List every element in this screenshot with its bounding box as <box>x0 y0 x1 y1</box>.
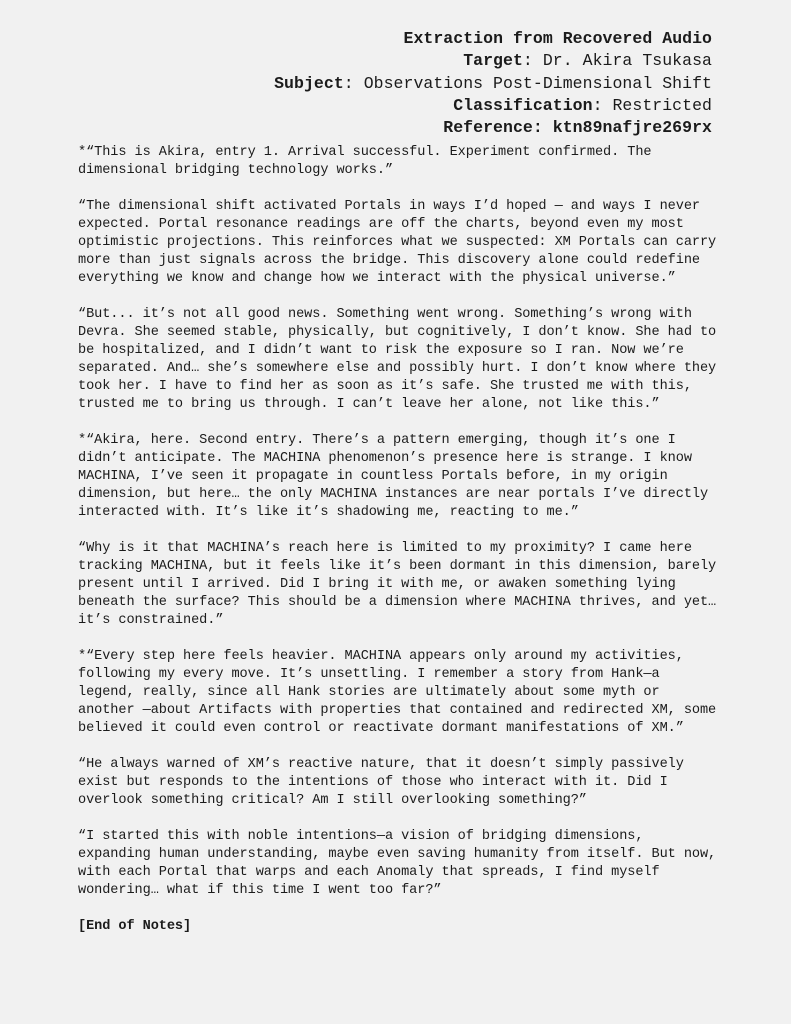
reference-label: Reference: <box>443 118 543 138</box>
reference-line <box>274 117 712 139</box>
paragraph-dimensional-shift: “The dimensional shift activated Portals in ways I’d hoped — and ways I never expected. Portal resonance readings are off the charts, beyond even my most optimistic projections. This reinforces what we suspected: XM Portals can carry more than just signals across the bridge. This discovery alone could redefine everything we know and change how we interact with the physical universe.” <box>78 199 717 286</box>
target-line: Target: Dr. Akira Tsukasa <box>463 51 712 71</box>
document-header <box>274 28 712 139</box>
document-title: Extraction from Recovered Audio <box>403 29 712 48</box>
classification-value: Restricted <box>612 95 712 115</box>
paragraph-machina-reach: “Why is it that MACHINA’s reach here is limited to my proximity? I came here tracking MACHINA, but it feels like it’s been dormant in this dimension, barely present until I arrived. Did I bring it with me, or awaken something lying beneath the surface? This should be a dimension where MACHINA thrives, and yet… it’s constrained.” <box>78 541 717 628</box>
paragraph-hank-story: *“Every step here feels heavier. MACHINA appears only around my activities, following my every move. It’s unsettling. I remember a story from Hank—a legend, really, since all Hank stories are ultimately about some myth or another —about Artifacts with properties that contained and redirected XM, some believed it could even control or reactivate dormant manifestations of XM.” <box>78 649 717 736</box>
subject-value: Observations Post-Dimensional Shift <box>363 73 712 93</box>
paragraph-noble-intentions: “I started this with noble intentions—a vision of bridging dimensions, expanding human understanding, maybe even saving humanity from itself. But now, with each Portal that warps and each Anomaly that spreads, I find myself wondering… what if this time I went too far?” <box>78 829 717 898</box>
target-value: Dr. Akira Tsukasa <box>542 51 712 71</box>
paragraph-xm-warning: “He always warned of XM’s reactive nature, that it doesn’t simply passively exist but responds to the intentions of those who interact with it. Did I overlook something critical? Am I still overlooking something?” <box>78 757 684 808</box>
classification-label: Classification <box>453 95 593 115</box>
paragraph-entry-2: *“Akira, here. Second entry. There’s a pattern emerging, though it’s one I didn’t anticipate. The MACHINA phenomenon’s presence here is strange. I know MACHINA, I’ve seen it propagate in countless Portals before, in my origin dimension, but here… the only MACHINA instances are near portals I’ve directly interacted with. It’s like it’s shadowing me, reacting to me.” <box>78 433 709 520</box>
end-of-notes: [End of Notes] <box>78 919 192 934</box>
subject-label: Subject <box>274 73 344 93</box>
document-body <box>78 144 738 954</box>
target-label: Target <box>463 51 523 71</box>
subject-line: Subject: Observations Post-Dimensional Shift <box>274 73 712 93</box>
paragraph-entry-1: *“This is Akira, entry 1. Arrival successful. Experiment confirmed. The dimensional bridging technology works.” <box>78 145 652 178</box>
reference-value: ktn89nafjre269rx <box>552 118 712 138</box>
paragraph-devra: “But... it’s not all good news. Something went wrong. Something’s wrong with Devra. She seemed stable, physically, but cognitively, I don’t know. She had to be hospitalized, and I didn’t want to risk the exposure so I ran. Now we’re separated. And… she’s somewhere else and possibly hurt. I don’t know where they took her. I have to find her as soon as it’s safe. She trusted me with this, trusted me to bring us through. I can’t leave her alone, not like this.” <box>78 307 717 412</box>
classification-line: Classification: Restricted <box>453 95 712 115</box>
